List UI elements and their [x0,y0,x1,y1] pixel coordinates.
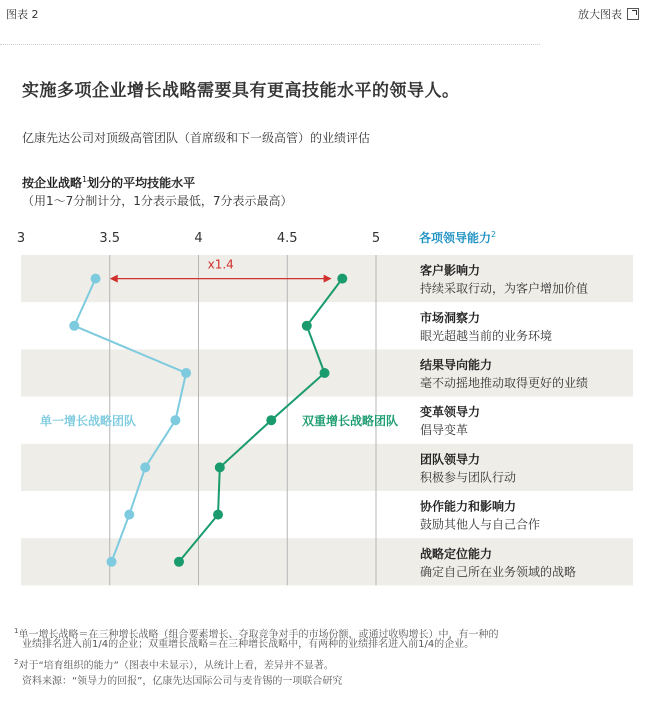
category-desc-1: 眼光超越当前的业务环境 [420,328,553,343]
series-0-point-6 [107,557,117,567]
series-label-1: 双重增长战略团队 [301,414,399,429]
series-0-point-2 [181,368,191,378]
enlarge-chart-button[interactable] [578,6,639,22]
series-1-point-0 [337,274,347,284]
category-name-6: 战略定位能力 [420,546,493,561]
series-0-point-0 [91,274,101,284]
series-1-point-4 [215,462,225,472]
x-tick-label-0: 3 [16,231,26,246]
category-name-5: 协作能力和影响力 [420,499,517,514]
series-0-point-3 [170,415,180,425]
legend-header-text: 各项领导能力 [419,231,492,245]
scale-note: （用1～7分制计分，1分表示最低，7分表示最高） [22,194,293,208]
footnote-1-line-2-row: 业绩排名进入前1/4的企业；双重增长战略＝在三种增长战略中，有两种的业绩排名进入前1/4的企业。 [22,639,475,650]
figure-toolbar [0,0,649,24]
divider [0,44,540,45]
series-1-point-2 [320,368,330,378]
legend-header-sup: 2 [491,230,497,239]
annotation-label: x1.4 [207,257,234,272]
category-desc-4: 积极参与团队行动 [420,470,517,485]
category-desc-6: 确定自己所在业务领域的战略 [420,564,577,579]
chart-heading-text-a: 按企业战略 [22,176,83,190]
footnote-2-text: 对于“培育组织的能力”（图表中未显示），从统计上看，差异并不显著。 [18,660,334,672]
series-0-point-1 [69,321,79,331]
category-desc-0: 持续采取行动，为客户增加价值 [420,281,589,296]
enlarge-label[interactable]: 放大图表 [578,8,622,21]
category-desc-5: 鼓励其他人与自己合作 [420,517,541,532]
series-0-point-4 [140,462,150,472]
series-1-point-1 [302,321,312,331]
series-1-point-3 [266,415,276,425]
chart-title: 实施多项企业增长战略需要具有更高技能水平的领导人。 [22,81,460,101]
footnote-2 [14,655,334,673]
footnote-1-line-1: 单一增长战略＝在三种增长战略（组合要素增长、夺取竞争对手的市场份额，或通过收购增长）中，有一种的 [18,629,499,641]
category-desc-2: 毫不动摇地推动取得更好的业绩 [420,376,589,390]
chart-heading [22,174,195,191]
footnote-2-sup: 2 [14,658,19,666]
series-1-point-6 [174,557,184,567]
legend-header [419,230,496,245]
x-tick-label-1: 3.5 [99,231,121,246]
figure-label: 图表 2 [6,8,39,21]
skills-line-chart [0,220,649,600]
category-name-0: 客户影响力 [420,263,481,278]
source-note: 资料来源：“领导力的回报”，亿康先达国际公司与麦肯锡的一项联合研究 [22,676,343,687]
series-0-point-5 [124,510,134,520]
chart-heading-sup: 1 [82,175,88,184]
category-desc-3: 倡导变革 [420,423,469,438]
chart-heading-text-b: 划分的平均技能水平 [87,176,196,190]
series-label-0: 单一增长战略团队 [39,414,137,429]
expand-icon[interactable] [627,8,639,20]
x-tick-label-2: 4 [194,231,203,246]
chart-subtitle: 亿康先达公司对顶级高管团队（首席级和下一级高管）的业绩评估 [22,131,371,145]
category-name-2: 结果导向能力 [420,358,493,372]
category-name-3: 变革领导力 [420,405,481,420]
x-tick-label-3: 4.5 [276,231,298,246]
x-tick-label-4: 5 [371,231,381,246]
category-name-1: 市场洞察力 [420,310,481,325]
row-band-4 [21,444,633,491]
footnote-1-sup: 1 [14,627,19,635]
category-name-4: 团队领导力 [420,452,481,467]
series-1-point-5 [213,510,223,520]
